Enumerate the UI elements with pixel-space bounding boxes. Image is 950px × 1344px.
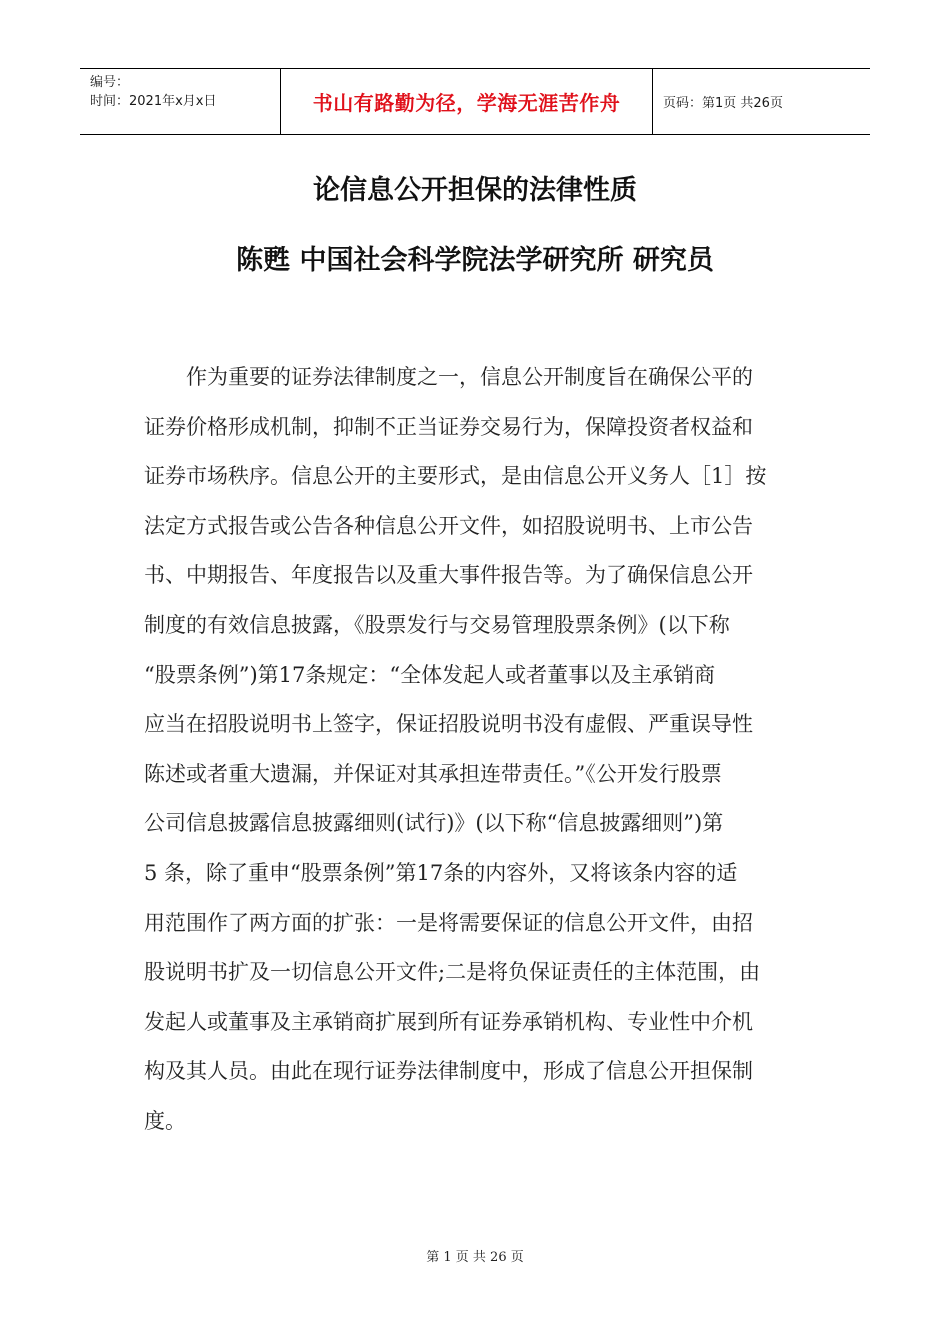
paragraph-line: 5 条，除了重申“股票条例”第17条的内容外，又将该条内容的适 (144, 860, 738, 885)
paragraph-line: 用范围作了两方面的扩张：一是将需要保证的信息公开文件，由招 (144, 910, 753, 935)
author-line: 陈甦 中国社会科学院法学研究所 研究员 (236, 245, 714, 276)
paragraph-line: 证券市场秩序。信息公开的主要形式，是由信息公开义务人［1］按 (144, 464, 767, 489)
footer-page-number: 第 1 页 共 26 页 (426, 1250, 524, 1265)
paragraph-line: 股说明书扩及一切信息公开文件;二是将负保证责任的主体范围，由 (144, 960, 761, 985)
paragraph-line: 应当在招股说明书上签字，保证招股说明书没有虚假、严重误导性 (144, 712, 753, 737)
page-footer (0, 1246, 950, 1265)
paragraph-line: 陈述或者重大遗漏，并保证对其承担连带责任。”《公开发行股票 (144, 761, 722, 786)
paragraph-line: 制度的有效信息披露，《股票发行与交易管理股票条例》(以下称 (144, 612, 730, 637)
paragraph-line: 发起人或董事及主承销商扩展到所有证券承销机构、专业性中介机 (144, 1009, 753, 1034)
document-date-label: 时间：2021年x月x日 (90, 94, 217, 109)
paragraph-line: 作为重要的证券法律制度之一，信息公开制度旨在确保公平的 (144, 365, 753, 389)
header-motto: 书山有路勤为径，学海无涯苦作舟 (312, 91, 621, 115)
paragraph-line: 书、中期报告、年度报告以及重大事件报告等。为了确保信息公开 (144, 563, 753, 588)
header-page-info: 页码：第1页 共26页 (663, 96, 783, 111)
paragraph-line: 法定方式报告或公告各种信息公开文件，如招股说明书、上市公告 (144, 513, 753, 538)
paragraph-line: 公司信息披露信息披露细则(试行)》(以下称“信息披露细则”)第 (144, 811, 724, 836)
body-paragraph (144, 353, 806, 1147)
paragraph-line: “股票条例”)第17条规定：“全体发起人或者董事以及主承销商 (144, 662, 716, 687)
document-title: 论信息公开担保的法律性质 (313, 175, 637, 206)
header-page-info-cell (653, 69, 870, 134)
paragraph-line: 度。 (144, 1108, 186, 1133)
page-header (80, 68, 870, 135)
paragraph-line: 证券价格形成机制，抑制不正当证券交易行为，保障投资者权益和 (144, 414, 753, 439)
header-motto-cell (281, 69, 653, 134)
document-number-label: 编号： (90, 75, 130, 90)
paragraph-line: 构及其人员。由此在现行证券法律制度中，形成了信息公开担保制 (144, 1059, 753, 1084)
header-meta (80, 69, 281, 134)
paragraph (144, 353, 806, 1147)
